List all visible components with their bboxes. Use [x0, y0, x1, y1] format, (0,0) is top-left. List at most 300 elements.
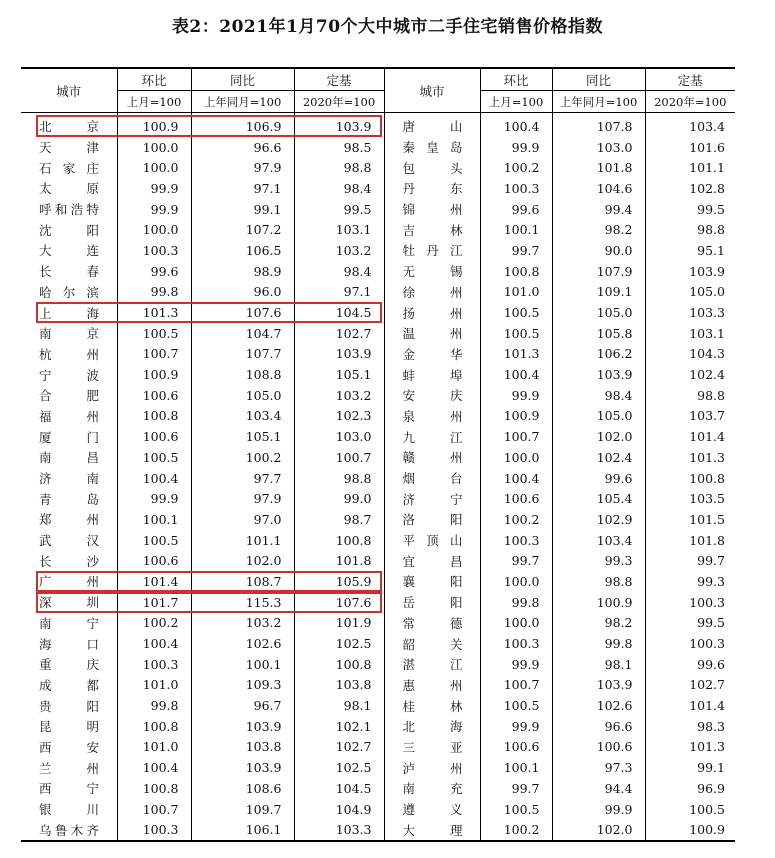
yoy-value-right: 99.4 [552, 199, 645, 220]
city-label: 厦门 [39, 429, 99, 445]
mom-value-left: 101.0 [117, 675, 191, 696]
city-label: 杭州 [39, 346, 99, 362]
city-name-left [21, 799, 117, 820]
yoy-value-right: 96.6 [552, 716, 645, 737]
city-label: 襄阳 [402, 574, 463, 590]
mom-value-left: 100.3 [117, 654, 191, 675]
header-mom-right: 环比 [480, 68, 552, 91]
city-name-right [384, 530, 480, 551]
table-row [21, 406, 735, 427]
city-label: 西安 [39, 739, 99, 755]
table-row [21, 778, 735, 799]
mom-value-left: 101.7 [117, 592, 191, 613]
mom-value-right: 100.2 [480, 819, 552, 841]
city-name-left [21, 613, 117, 634]
yoy-value-left: 102.0 [191, 550, 294, 571]
yoy-value-left: 108.8 [191, 364, 294, 385]
yoy-value-left: 109.3 [191, 675, 294, 696]
mom-value-right: 99.7 [480, 240, 552, 261]
mom-value-right: 100.3 [480, 530, 552, 551]
base-value-left: 102.5 [294, 757, 384, 778]
base-value-left: 98.7 [294, 509, 384, 530]
city-name-right [384, 819, 480, 841]
header-base-sub-left: 2020年=100 [294, 91, 384, 113]
mom-value-left: 100.5 [117, 530, 191, 551]
mom-value-right: 100.5 [480, 302, 552, 323]
table-row [21, 426, 735, 447]
base-value-right: 101.6 [689, 139, 725, 155]
yoy-value-right: 99.8 [552, 633, 645, 654]
city-name-right [384, 426, 480, 447]
city-label: 北京 [39, 119, 99, 135]
table-row [21, 302, 735, 323]
yoy-value-right: 103.9 [552, 364, 645, 385]
city-label: 大理 [402, 822, 463, 838]
base-value-left: 107.6 [294, 592, 384, 613]
mom-value-left: 100.2 [117, 613, 191, 634]
yoy-value-left: 97.9 [191, 157, 294, 178]
yoy-value-left: 103.2 [191, 613, 294, 634]
city-label: 武汉 [39, 533, 99, 549]
city-label: 深圳 [39, 595, 99, 611]
base-value-right: 103.3 [689, 305, 725, 321]
base-value-right: 98.3 [697, 718, 725, 734]
city-name-left [21, 509, 117, 530]
city-name-right [384, 137, 480, 158]
mom-value-right: 100.1 [480, 219, 552, 240]
mom-value-left: 100.6 [117, 550, 191, 571]
table-row [21, 199, 735, 220]
yoy-value-left: 96.7 [191, 695, 294, 716]
city-name-left [21, 364, 117, 385]
base-value-right: 103.7 [689, 408, 725, 424]
yoy-value-left: 103.9 [191, 716, 294, 737]
base-value-right: 101.3 [689, 449, 725, 465]
yoy-value-right: 100.6 [552, 737, 645, 758]
base-value-left: 102.1 [294, 716, 384, 737]
city-name-left [21, 654, 117, 675]
city-label: 秦皇岛 [402, 140, 463, 156]
city-name-right [384, 633, 480, 654]
base-value-right: 100.3 [689, 594, 725, 610]
mom-value-left: 100.5 [117, 447, 191, 468]
city-name-right [384, 571, 480, 592]
table-row [21, 530, 735, 551]
base-value-left: 102.7 [294, 737, 384, 758]
yoy-value-right: 98.1 [552, 654, 645, 675]
city-label: 宜昌 [402, 553, 463, 569]
yoy-value-right: 100.9 [552, 592, 645, 613]
base-value-right: 95.1 [697, 242, 725, 258]
city-name-right [384, 654, 480, 675]
header-yoy-sub-right: 上年同月=100 [552, 91, 645, 113]
yoy-value-left: 107.7 [191, 344, 294, 365]
yoy-value-left: 96.6 [191, 137, 294, 158]
table-row [21, 240, 735, 261]
yoy-value-right: 109.1 [552, 282, 645, 303]
header-base-left: 定基 [294, 68, 384, 91]
yoy-value-right: 104.6 [552, 178, 645, 199]
yoy-value-right: 101.8 [552, 157, 645, 178]
city-label: 广州 [39, 574, 99, 590]
mom-value-left: 100.9 [117, 113, 191, 137]
city-label: 北海 [402, 719, 463, 735]
mom-value-right: 100.3 [480, 178, 552, 199]
base-value-left: 98.1 [294, 695, 384, 716]
header-yoy-left: 同比 [191, 68, 294, 91]
price-index-table [21, 67, 735, 842]
mom-value-right: 99.9 [480, 716, 552, 737]
city-label: 大连 [39, 243, 99, 259]
base-value-left: 100.8 [294, 530, 384, 551]
base-value-left: 100.7 [294, 447, 384, 468]
table-row [21, 344, 735, 365]
yoy-value-left: 104.7 [191, 323, 294, 344]
mom-value-right: 99.9 [480, 654, 552, 675]
mom-value-left: 100.6 [117, 426, 191, 447]
base-value-left: 99.0 [294, 488, 384, 509]
base-value-left: 97.1 [294, 282, 384, 303]
city-name-right [384, 344, 480, 365]
base-value-right: 103.5 [689, 491, 725, 507]
city-name-right [384, 261, 480, 282]
mom-value-right: 100.3 [480, 633, 552, 654]
mom-value-left: 99.9 [117, 199, 191, 220]
base-value-right: 98.8 [697, 387, 725, 403]
city-label: 哈尔滨 [39, 284, 99, 300]
mom-value-left: 100.8 [117, 716, 191, 737]
table-row [21, 261, 735, 282]
mom-value-left: 99.8 [117, 282, 191, 303]
base-value-right: 102.8 [689, 180, 725, 196]
city-label: 扬州 [402, 305, 463, 321]
yoy-value-left: 107.2 [191, 219, 294, 240]
city-label: 包头 [402, 160, 463, 176]
mom-value-right: 100.4 [480, 113, 552, 137]
yoy-value-right: 105.4 [552, 488, 645, 509]
city-label: 牡丹江 [402, 243, 463, 259]
city-label: 无锡 [402, 264, 463, 280]
yoy-value-right: 102.6 [552, 695, 645, 716]
base-value-left: 104.5 [294, 778, 384, 799]
yoy-value-left: 101.1 [191, 530, 294, 551]
header-mom-left: 环比 [117, 68, 191, 91]
yoy-value-right: 98.4 [552, 385, 645, 406]
base-value-left: 105.1 [294, 364, 384, 385]
city-name-right [384, 737, 480, 758]
city-name-left [21, 302, 117, 323]
city-label: 洛阳 [402, 512, 463, 528]
yoy-value-right: 99.9 [552, 799, 645, 820]
city-label: 石家庄 [39, 160, 99, 176]
mom-value-right: 100.5 [480, 323, 552, 344]
city-name-left [21, 261, 117, 282]
base-value-left: 98.8 [294, 468, 384, 489]
mom-value-right: 100.0 [480, 571, 552, 592]
city-label: 平顶山 [402, 533, 463, 549]
city-label: 合肥 [39, 388, 99, 404]
base-value-right: 103.9 [689, 263, 725, 279]
table-row [21, 113, 735, 137]
city-label: 九江 [402, 429, 463, 445]
base-value-right: 104.3 [689, 346, 725, 362]
city-name-right [384, 219, 480, 240]
table-row [21, 137, 735, 158]
mom-value-left: 99.9 [117, 178, 191, 199]
yoy-value-right: 103.0 [552, 137, 645, 158]
yoy-value-right: 97.3 [552, 757, 645, 778]
yoy-value-right: 102.9 [552, 509, 645, 530]
mom-value-left: 99.8 [117, 695, 191, 716]
city-label: 湛江 [402, 657, 463, 673]
table-row [21, 799, 735, 820]
city-name-left [21, 757, 117, 778]
city-label: 南宁 [39, 615, 99, 631]
yoy-value-right: 98.8 [552, 571, 645, 592]
mom-value-left: 100.4 [117, 468, 191, 489]
city-label: 锦州 [402, 202, 463, 218]
header-yoy-right: 同比 [552, 68, 645, 91]
yoy-value-right: 99.3 [552, 550, 645, 571]
mom-value-right: 100.0 [480, 613, 552, 634]
city-name-left [21, 592, 117, 613]
yoy-value-left: 107.6 [191, 302, 294, 323]
page-title: 表2：2021年1月70个大中城市二手住宅销售价格指数 [171, 17, 604, 37]
mom-value-right: 100.4 [480, 468, 552, 489]
mom-value-right: 100.1 [480, 757, 552, 778]
yoy-value-left: 105.0 [191, 385, 294, 406]
base-value-left: 100.8 [294, 654, 384, 675]
city-label: 银川 [39, 802, 99, 818]
base-value-left: 101.9 [294, 613, 384, 634]
base-value-left: 98.4 [294, 261, 384, 282]
city-name-left [21, 571, 117, 592]
base-value-left: 102.7 [294, 323, 384, 344]
base-value-right: 101.4 [689, 429, 725, 445]
yoy-value-left: 96.0 [191, 282, 294, 303]
table-row [21, 654, 735, 675]
yoy-value-right: 90.0 [552, 240, 645, 261]
city-label: 惠州 [402, 677, 463, 693]
mom-value-left: 100.0 [117, 157, 191, 178]
mom-value-left: 100.5 [117, 323, 191, 344]
city-name-left [21, 406, 117, 427]
table-row [21, 613, 735, 634]
mom-value-left: 100.6 [117, 385, 191, 406]
table-row [21, 737, 735, 758]
table-row [21, 219, 735, 240]
city-name-left [21, 633, 117, 654]
yoy-value-right: 98.2 [552, 219, 645, 240]
city-name-left [21, 178, 117, 199]
city-label: 泸州 [402, 760, 463, 776]
yoy-value-left: 106.9 [191, 113, 294, 137]
city-label: 济宁 [402, 491, 463, 507]
header-city-right: 城市 [384, 68, 480, 113]
city-label: 金华 [402, 346, 463, 362]
mom-value-left: 101.0 [117, 737, 191, 758]
city-name-right [384, 675, 480, 696]
city-label: 南京 [39, 326, 99, 342]
mom-value-right: 100.7 [480, 426, 552, 447]
yoy-value-right: 105.8 [552, 323, 645, 344]
city-name-right [384, 778, 480, 799]
base-value-right: 100.5 [689, 801, 725, 817]
mom-value-right: 100.5 [480, 695, 552, 716]
yoy-value-left: 105.1 [191, 426, 294, 447]
city-label: 安庆 [402, 388, 463, 404]
city-label: 遵义 [402, 802, 463, 818]
header-mom-sub-left: 上月=100 [117, 91, 191, 113]
city-label: 烟台 [402, 471, 463, 487]
base-value-right: 99.7 [697, 553, 725, 569]
city-label: 三亚 [402, 739, 463, 755]
base-value-right: 101.8 [689, 532, 725, 548]
table-row [21, 323, 735, 344]
mom-value-right: 99.8 [480, 592, 552, 613]
header-base-sub-right: 2020年=100 [645, 91, 735, 113]
base-value-right: 99.6 [697, 656, 725, 672]
city-label: 太原 [39, 181, 99, 197]
city-name-left [21, 344, 117, 365]
header-yoy-sub-left: 上年同月=100 [191, 91, 294, 113]
base-value-left: 102.5 [294, 633, 384, 654]
mom-value-right: 101.0 [480, 282, 552, 303]
yoy-value-right: 94.4 [552, 778, 645, 799]
city-name-left [21, 219, 117, 240]
city-name-left [21, 240, 117, 261]
mom-value-left: 100.7 [117, 344, 191, 365]
base-value-left: 102.3 [294, 406, 384, 427]
city-label: 岳阳 [402, 595, 463, 611]
city-label: 郑州 [39, 512, 99, 528]
base-value-left: 99.5 [294, 199, 384, 220]
base-value-left: 103.3 [294, 819, 384, 841]
city-name-right [384, 199, 480, 220]
city-label: 南昌 [39, 450, 99, 466]
city-name-right [384, 468, 480, 489]
yoy-value-left: 97.9 [191, 488, 294, 509]
mom-value-right: 100.9 [480, 406, 552, 427]
base-value-left: 104.9 [294, 799, 384, 820]
yoy-value-left: 103.9 [191, 757, 294, 778]
city-name-left [21, 819, 117, 841]
mom-value-left: 100.3 [117, 240, 191, 261]
base-value-right: 100.3 [689, 636, 725, 652]
table-row [21, 509, 735, 530]
yoy-value-left: 99.1 [191, 199, 294, 220]
city-name-left [21, 323, 117, 344]
yoy-value-left: 106.1 [191, 819, 294, 841]
yoy-value-left: 106.5 [191, 240, 294, 261]
base-value-left: 98.8 [294, 157, 384, 178]
mom-value-right: 99.6 [480, 199, 552, 220]
yoy-value-left: 109.7 [191, 799, 294, 820]
base-value-left: 103.8 [294, 675, 384, 696]
yoy-value-right: 102.4 [552, 447, 645, 468]
yoy-value-right: 105.0 [552, 302, 645, 323]
table-row [21, 447, 735, 468]
table-row [21, 157, 735, 178]
table-row [21, 675, 735, 696]
base-value-right: 101.1 [689, 160, 725, 176]
city-name-right [384, 323, 480, 344]
mom-value-right: 100.5 [480, 799, 552, 820]
city-name-right [384, 385, 480, 406]
base-value-right: 101.4 [689, 698, 725, 714]
base-value-right: 96.9 [697, 780, 725, 796]
base-value-right: 99.5 [697, 615, 725, 631]
city-label: 海口 [39, 636, 99, 652]
yoy-value-left: 103.8 [191, 737, 294, 758]
city-label: 西宁 [39, 781, 99, 797]
yoy-value-left: 98.9 [191, 261, 294, 282]
city-label: 昆明 [39, 719, 99, 735]
city-label: 泉州 [402, 408, 463, 424]
table-row [21, 385, 735, 406]
mom-value-right: 99.9 [480, 137, 552, 158]
table-row [21, 364, 735, 385]
table-row [21, 550, 735, 571]
city-name-right [384, 113, 480, 137]
mom-value-left: 100.4 [117, 757, 191, 778]
yoy-value-right: 102.0 [552, 819, 645, 841]
city-name-right [384, 799, 480, 820]
city-name-left [21, 113, 117, 137]
city-name-right [384, 613, 480, 634]
city-label: 南充 [402, 781, 463, 797]
city-name-left [21, 282, 117, 303]
city-name-left [21, 550, 117, 571]
city-name-left [21, 488, 117, 509]
city-name-left [21, 137, 117, 158]
base-value-right: 99.3 [697, 573, 725, 589]
base-value-right: 99.1 [697, 760, 725, 776]
city-name-left [21, 737, 117, 758]
base-value-left: 103.9 [294, 344, 384, 365]
mom-value-right: 100.0 [480, 447, 552, 468]
mom-value-left: 100.8 [117, 406, 191, 427]
base-value-left: 98.4 [294, 178, 384, 199]
base-value-left: 103.0 [294, 426, 384, 447]
mom-value-left: 100.4 [117, 633, 191, 654]
yoy-value-left: 100.2 [191, 447, 294, 468]
city-name-right [384, 240, 480, 261]
base-value-right: 102.7 [689, 677, 725, 693]
table-row [21, 695, 735, 716]
city-label: 呼和浩特 [39, 202, 99, 218]
mom-value-left: 100.8 [117, 778, 191, 799]
city-name-left [21, 447, 117, 468]
city-name-left [21, 695, 117, 716]
city-name-right [384, 364, 480, 385]
base-value-right: 99.5 [697, 201, 725, 217]
city-name-right [384, 447, 480, 468]
city-name-right [384, 302, 480, 323]
city-label: 宁波 [39, 367, 99, 383]
city-label: 重庆 [39, 657, 99, 673]
yoy-value-left: 103.4 [191, 406, 294, 427]
base-value-left: 103.1 [294, 219, 384, 240]
table-row [21, 757, 735, 778]
city-name-right [384, 550, 480, 571]
table-row [21, 592, 735, 613]
mom-value-left: 101.3 [117, 302, 191, 323]
table-row [21, 468, 735, 489]
city-label: 桂林 [402, 698, 463, 714]
city-label: 乌鲁木齐 [39, 822, 99, 838]
base-value-right: 103.4 [689, 118, 725, 134]
